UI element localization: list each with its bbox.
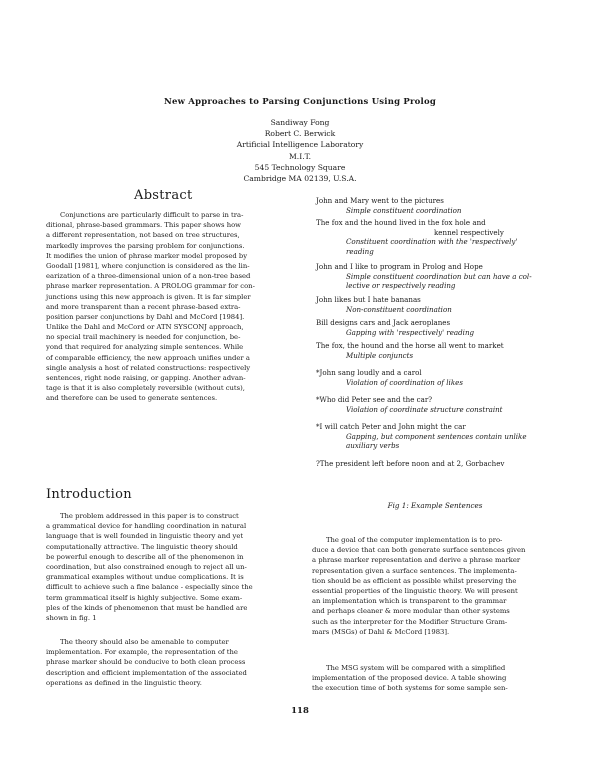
text-line: and perhaps cleaner & more modular than other systems [312, 607, 510, 616]
text-line: phrase marker should be conducive to both clean process [46, 658, 246, 667]
introduction-heading: Introduction [46, 487, 132, 502]
text-line: be powerful enough to describe all of the phenomenon in [46, 552, 244, 561]
text-line: yond that required for analyzing simple sentences. While [46, 343, 244, 352]
text-line: of comparable efficiency, the new approach unifies under a [46, 353, 250, 362]
text-line: grammatical examples without undue complications. It is [46, 573, 244, 582]
text-line: an implementation which is transparent to the grammar [312, 597, 507, 606]
text-line: junctions using this new approach is given. It is far simpler [46, 292, 251, 301]
text-line: a different representation, not based on tree structures, [46, 231, 240, 240]
text-line: Unlike the Dahl and McCord or ATN SYSCONJ approach, [46, 323, 244, 332]
text-line: mars (MSGs) of Dahl & McCord [1983]. [312, 627, 450, 636]
text-line: Goodall [1981], where conjunction is considered as the lin- [46, 261, 250, 270]
example-note: lective or respectively reading [346, 281, 456, 291]
example-sentence: *Who did Peter see and the car? [316, 395, 433, 404]
example-sentences [316, 196, 566, 469]
address: Cambridge MA 02139, U.S.A. [243, 174, 357, 184]
text-line: Conjunctions are particularly difficult to parse in tra- [60, 211, 244, 219]
text-line: markedly improves the parsing problem for conjunctions. [46, 241, 245, 250]
example-sentence: ?The president left before noon and at 2, Gorbachev [316, 459, 505, 468]
text-line: sentences, right node raising, or gapping. Another advan- [46, 374, 246, 382]
example-sentence: *I will catch Peter and John might the car [316, 422, 466, 431]
abstract-body [46, 210, 304, 404]
text-line: no special trail machinery is needed for conjunction, be- [46, 333, 241, 342]
text-line: position parser conjunctions by Dahl and McCord [1984]. [46, 312, 245, 321]
text-line: duce a device that can both generate surface sentences given [312, 546, 526, 555]
example-note: reading [346, 246, 374, 256]
text-line: and therefore can be used to generate sentences. [46, 394, 218, 403]
example-item [316, 341, 566, 368]
text-line: tage is that it is also completely reversible (without cuts), [46, 384, 245, 393]
text-line: shown in fig. 1 [46, 613, 97, 622]
example-note: Constituent coordination with the 'respectively' [346, 237, 518, 247]
example-note: Violation of coordination of likes [346, 377, 463, 387]
example-sentence: John likes but I hate bananas [316, 295, 421, 304]
text-line: The goal of the computer implementation is to pro- [326, 536, 503, 544]
text-line: implementation of the proposed device. A table showing [312, 674, 507, 683]
example-item [316, 422, 566, 459]
text-line: and more transparent than a recent phrase-based extra- [46, 302, 241, 311]
example-item [316, 196, 566, 218]
example-note: Multiple conjuncts [346, 350, 414, 360]
example-item [316, 459, 566, 469]
example-sentence: *John sang loudly and a carol [316, 368, 422, 377]
paper-title: New Approaches to Parsing Conjunctions Using Prolog [164, 97, 436, 107]
text-line: a grammatical device for handling coordination in natural [46, 522, 247, 531]
example-note: Simple constituent coordination but can have a col- [346, 271, 532, 281]
introduction-paragraph-1 [46, 511, 304, 623]
text-line: ditional, phrase-based grammars. This paper shows how [46, 221, 241, 230]
text-line: phrase marker representation. A PROLOG grammar for con- [46, 282, 255, 291]
example-item [316, 262, 566, 295]
example-item [316, 368, 566, 395]
text-line: operations as defined in the linguistic theory. [46, 678, 202, 687]
text-line: It modifies the union of phrase marker model proposed by [46, 251, 248, 260]
introduction-paragraph-2 [46, 637, 304, 688]
example-item [316, 395, 566, 422]
author-name: Robert C. Berwick [264, 129, 336, 139]
address: 545 Technology Square [254, 162, 346, 172]
text-line: representation given a surface sentences. The implementa- [312, 566, 517, 575]
right-paragraph-2 [312, 663, 570, 694]
figure-caption: Fig 1: Example Sentences [387, 501, 483, 510]
page-number: 118 [291, 706, 309, 716]
example-item [316, 295, 566, 318]
text-line: tion should be as efficient as possible whilst preserving the [312, 576, 517, 585]
example-item [316, 318, 566, 341]
example-sentence: John and Mary went to the pictures [316, 196, 444, 205]
example-sentence-continuation: kennel respectively [434, 227, 504, 237]
example-sentence: The fox, the hound and the horse all went to market [316, 341, 504, 350]
example-note: auxiliary verbs [346, 441, 400, 451]
text-line: The problem addressed in this paper is to construct [60, 512, 239, 520]
text-line: term grammatical itself is highly subjective. Some exam- [46, 593, 243, 602]
example-note: Simple constituent coordination [346, 205, 462, 215]
example-note: Violation of coordinate structure constraint [346, 404, 503, 414]
author-block [0, 117, 600, 184]
text-line: description and efficient implementation of the associated [46, 668, 247, 677]
text-line: The MSG system will be compared with a simplified [326, 664, 506, 672]
example-sentence: John and I like to program in Prolog and Hope [316, 262, 483, 271]
example-note: Gapping, but component sentences contain unlike [346, 431, 527, 441]
text-line: implementation. For example, the representation of the [46, 648, 238, 657]
text-line: a phrase marker representation and derive a phrase marker [312, 556, 521, 565]
right-paragraph-1 [312, 535, 570, 637]
example-sentence: Bill designs cars and Jack aeroplanes [316, 318, 451, 327]
affiliation: Artificial Intelligence Laboratory [236, 140, 364, 150]
text-line: ples of the kinds of phenomenon that must be handled are [46, 603, 248, 612]
text-line: difficult to achieve such a fine balance - especially since the [46, 583, 253, 592]
example-note: Gapping with 'respectively' reading [346, 327, 475, 337]
text-line: The theory should also be amenable to computer [60, 638, 229, 646]
text-line: earization of a three-dimensional union of a non-tree based [46, 272, 251, 281]
text-line: language that is well founded in linguistic theory and yet [46, 532, 244, 541]
example-item [316, 218, 566, 262]
example-note: Non-constituent coordination [346, 304, 452, 314]
text-line: single analysis a host of related constructions: respectively [46, 363, 251, 372]
text-line: such as the interpreter for the Modifier Structure Gram- [312, 617, 508, 626]
text-line: the execution time of both systems for some sample sen- [312, 684, 508, 693]
text-line: coordination, but also constrained enough to reject all un- [46, 562, 247, 571]
author-name: Sandiway Fong [270, 118, 330, 127]
affiliation: M.I.T. [289, 151, 311, 161]
abstract-heading: Abstract [134, 188, 193, 203]
example-sentence: The fox and the hound lived in the fox hole and [316, 218, 486, 227]
text-line: computationally attractive. The linguistic theory should [46, 542, 238, 551]
text-line: essential properties of the linguistic theory. We will present [312, 586, 518, 595]
